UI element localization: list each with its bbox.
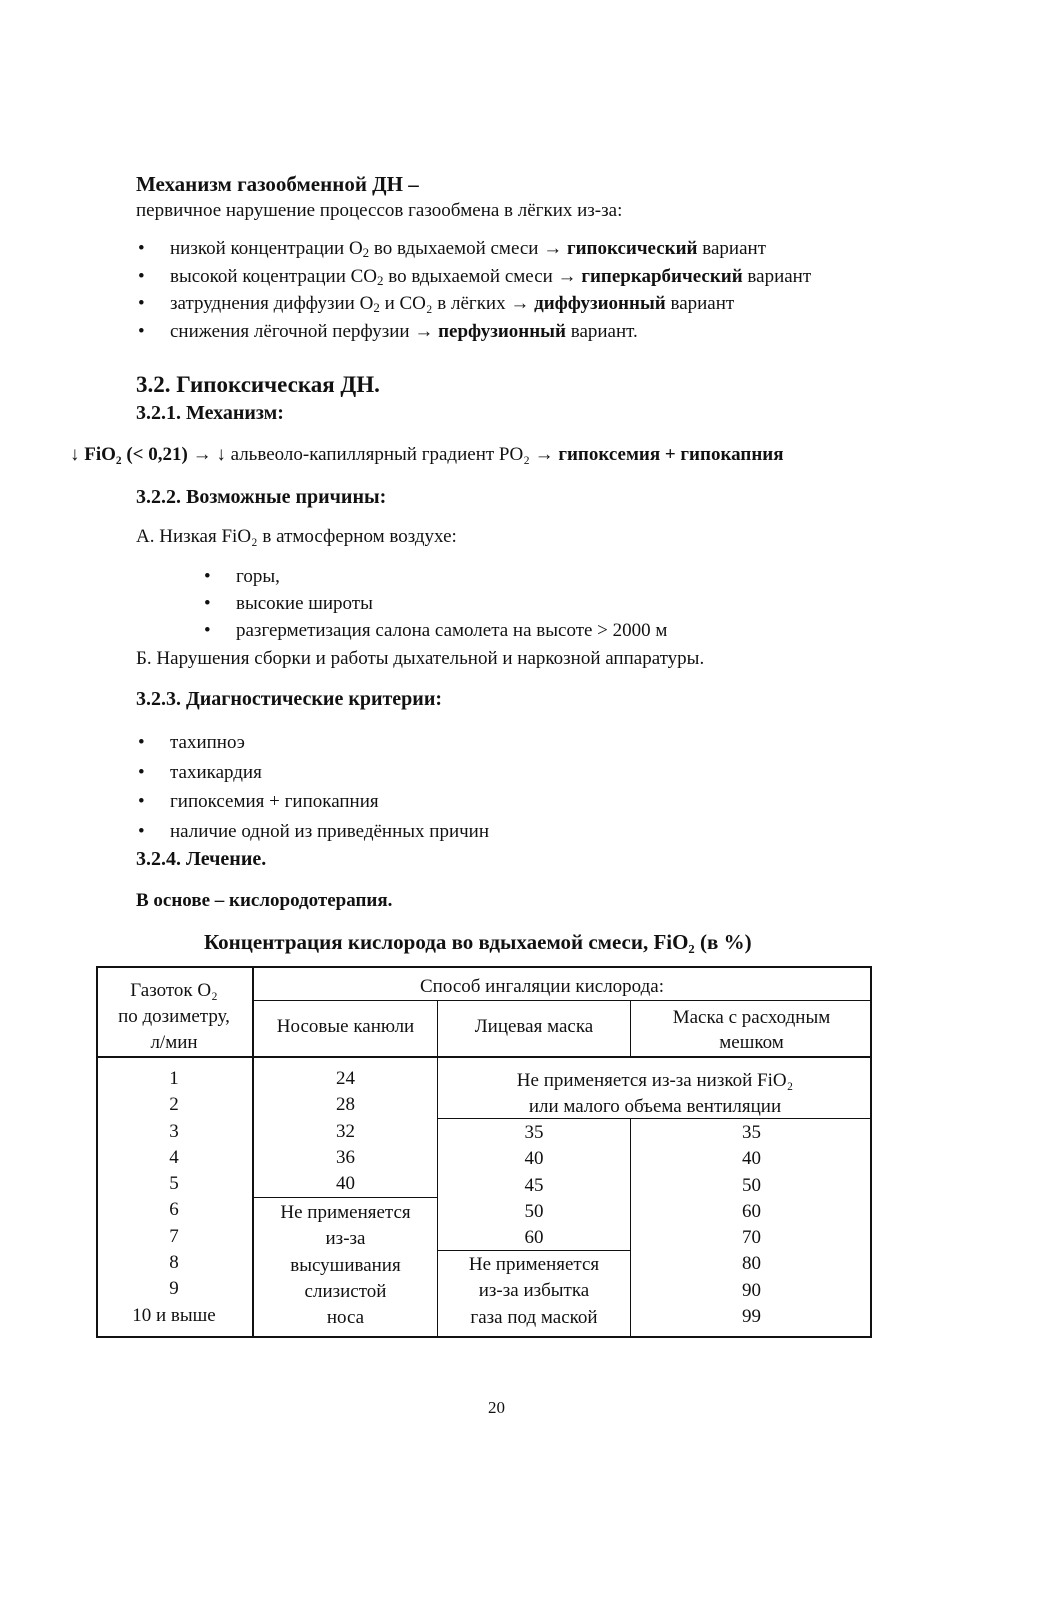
reservoir-cell: 99 [742, 1306, 761, 1328]
flow-cell: 5 [169, 1173, 179, 1195]
cannula-cell: 28 [336, 1094, 355, 1116]
mechanism-subtitle: первичное нарушение процессов газообмена в лёгких из-за: [136, 200, 623, 221]
flow-cell: 4 [169, 1146, 179, 1168]
item-sub: 2 [373, 300, 380, 315]
reservoir-cell: 90 [742, 1279, 761, 1301]
flow-cell: 7 [169, 1225, 179, 1247]
face-mask-na-line: из-за избытка [478, 1280, 590, 1302]
flow-cell: 9 [169, 1278, 179, 1300]
section-3-2-2-title: 3.2.2. Возможные причины: [136, 486, 387, 508]
cannula-na-line: носа [326, 1307, 365, 1329]
bullet-icon: • [138, 265, 145, 287]
item-mid: во вдыхаемой смеси → [383, 265, 582, 287]
cannula-na-line: из-за [325, 1228, 366, 1250]
bullet-icon: • [138, 293, 145, 314]
cannula-column [254, 1066, 437, 1197]
item-mid: во вдыхаемой смеси → [369, 238, 567, 259]
reservoir-cell: 60 [742, 1200, 761, 1222]
reservoir-cell: 70 [742, 1227, 761, 1249]
bullet-icon: • [204, 593, 211, 614]
flow-cell: 3 [169, 1120, 179, 1142]
col0-header-line2: по дозиметру, [118, 1006, 230, 1027]
col3-header-line2: мешком [719, 1032, 784, 1053]
reservoir-cell: 50 [742, 1174, 761, 1196]
cannula-na-line: слизистой [304, 1280, 387, 1302]
table-header-line [96, 1056, 872, 1058]
bullet-icon: • [138, 761, 145, 783]
face-mask-cell: 50 [524, 1200, 544, 1222]
cannula-na-line: Не применяется [280, 1202, 411, 1223]
item-post: вариант [742, 265, 812, 287]
col2-header: Лицевая маска [474, 1016, 594, 1037]
bullet-icon: • [138, 732, 145, 753]
bullet-icon: • [204, 620, 211, 641]
col3-header [631, 1005, 872, 1055]
bullet-icon: • [138, 820, 145, 842]
col3-header-line1: Маска с расходным [672, 1007, 831, 1028]
col0-header-line3: л/мин [150, 1032, 198, 1053]
flow-cell: 6 [169, 1199, 179, 1221]
section-3-2-4-title: 3.2.4. Лечение. [136, 848, 267, 870]
item-post: вариант [665, 293, 735, 314]
cause-a-item-text: разгерметизация салона самолета на высоте > 2000 м [236, 620, 668, 641]
cannula-na-column [254, 1200, 437, 1331]
face-mask-na-line: газа под маской [470, 1306, 598, 1328]
mechanism-item-text [170, 293, 734, 315]
item-post: вариант [697, 238, 766, 259]
group-header: Способ ингаляции кислорода: [420, 976, 665, 997]
reservoir-cell: 40 [742, 1148, 761, 1170]
item-mid: → [409, 320, 439, 342]
face-mask-na-column [438, 1252, 630, 1331]
cannula-cell: 32 [336, 1120, 355, 1142]
bullet-icon: • [138, 791, 145, 812]
face-mask-cell: 45 [524, 1174, 544, 1196]
flow-cell: 1 [169, 1068, 179, 1089]
flow-column [98, 1066, 250, 1329]
cause-a-item-text: высокие широты [236, 593, 373, 614]
cannula-cell: 40 [336, 1173, 355, 1195]
face-mask-column [438, 1120, 630, 1251]
item-variant: диффузионный [534, 293, 666, 314]
criteria-item-text: тахипноэ [170, 732, 245, 753]
item-sub: 2 [362, 245, 370, 260]
col0-header [98, 978, 250, 1056]
item-post: вариант. [565, 320, 638, 342]
formula-left: ↓ FiO₂ (< 0,21) → ↓ [70, 444, 226, 465]
item-sub: 2 [377, 272, 384, 288]
mechanism-item-text [170, 238, 766, 260]
item-pre: высокой коцентрации CO [170, 265, 378, 287]
flow-cell: 10 и выше [132, 1304, 216, 1326]
criteria-item-text: тахикардия [170, 761, 262, 783]
face-mask-cell: 40 [524, 1148, 544, 1170]
col0-header-line1: Газоток O₂ [130, 980, 218, 1001]
flow-cell: 2 [169, 1094, 179, 1116]
bullet-icon: • [138, 238, 145, 259]
criteria-item-text: наличие одной из приведённых причин [170, 820, 490, 842]
face-mask-cell: 60 [524, 1227, 544, 1249]
section-3-2-3-title: 3.2.3. Диагностические критерии: [136, 688, 443, 710]
mechanism-item-text [170, 321, 638, 343]
mask-na-line: Не применяется из-за низкой FiO₂ [516, 1070, 794, 1091]
cause-a-item-text: горы, [236, 566, 280, 587]
col1-header: Носовые канюли [276, 1016, 415, 1037]
cause-a: А. Низкая FiO₂ в атмосферном воздухе: [136, 526, 457, 547]
section-3-2-title: 3.2. Гипоксическая ДН. [136, 372, 380, 397]
item-variant: гиперкарбический [581, 265, 743, 287]
cause-b: Б. Нарушения сборки и работы дыхательной и наркозной аппаратуры. [136, 648, 705, 669]
formula-middle: альвеоло-капиллярный градиент PO₂ → [225, 444, 559, 465]
bullet-icon: • [204, 566, 211, 587]
cannula-cell: 36 [336, 1146, 355, 1168]
table-group-line [252, 1000, 872, 1001]
mechanism-formula [70, 444, 784, 466]
face-mask-cell: 35 [524, 1122, 544, 1143]
face-mask-na-line: Не применяется [468, 1254, 600, 1275]
item-pre: затруднения диффузии O [170, 293, 374, 314]
cannula-na-line: высушивания [290, 1254, 401, 1276]
item-variant: перфузионный [438, 320, 566, 342]
flow-cell: 8 [169, 1252, 179, 1274]
section-3-2-1-title: 3.2.1. Механизм: [136, 402, 284, 424]
page-number: 20 [488, 1398, 505, 1417]
formula-right: гипоксемия + гипокапния [558, 444, 784, 465]
item-variant: гипоксический [566, 238, 698, 259]
mechanism-title: Механизм газообменной ДН – [136, 172, 419, 196]
mask-na-top [438, 1068, 872, 1120]
reservoir-cell: 35 [742, 1122, 761, 1143]
item-pre: низкой концентрации O [170, 238, 363, 259]
bullet-icon: • [138, 320, 145, 342]
reservoir-column [631, 1120, 872, 1330]
item-pre: снижения лёгочной перфузии [170, 320, 410, 342]
treatment-text: В основе – кислородотерапия. [136, 890, 393, 911]
cannula-cell: 24 [336, 1068, 355, 1089]
criteria-item-text: гипоксемия + гипокапния [170, 791, 379, 812]
item-mid: и CO₂ в лёгких → [379, 293, 535, 314]
mask-na-line: или малого объема вентиляции [528, 1096, 782, 1117]
mechanism-item-text [170, 266, 811, 288]
table-caption: Концентрация кислорода во вдыхаемой смеси, FiO₂ (в %) [204, 930, 752, 954]
reservoir-cell: 80 [742, 1253, 761, 1275]
